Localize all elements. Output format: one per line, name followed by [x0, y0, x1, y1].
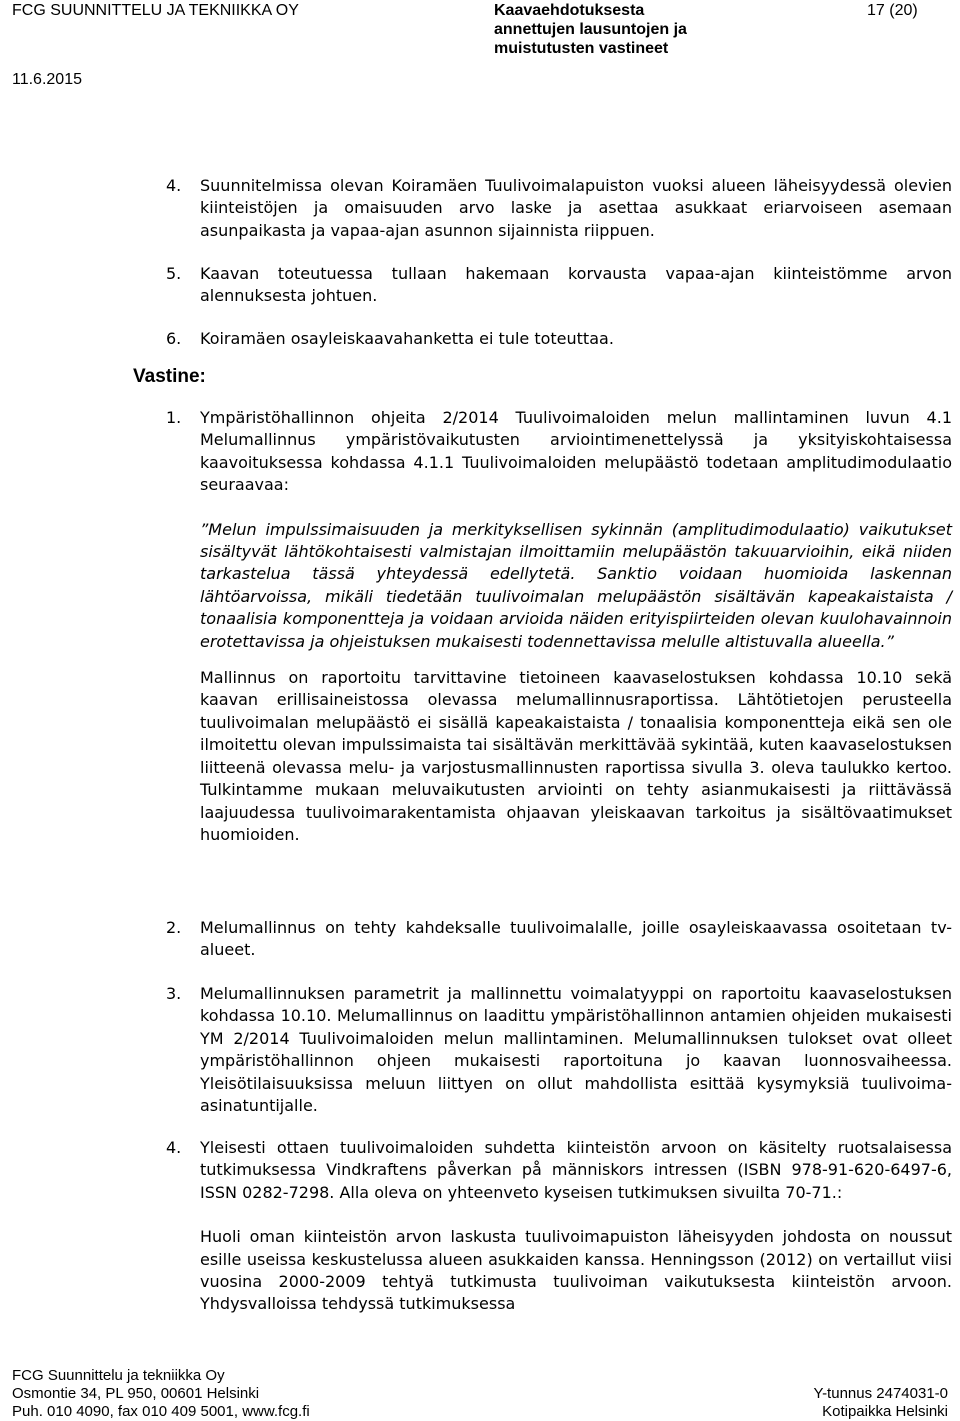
list-item-number: 3. — [166, 984, 182, 1003]
list-item-text — [200, 407, 952, 846]
footer-ytunnus: Y-tunnus 2474031-0 — [813, 1385, 948, 1402]
list-item-number: 4. — [166, 1138, 182, 1157]
document-date: 11.6.2015 — [12, 71, 82, 88]
vastine-item — [166, 983, 952, 1117]
list-item — [166, 328, 952, 350]
vastine-item — [166, 917, 952, 962]
list-item-number: 1. — [166, 408, 182, 427]
vastine-item — [166, 1137, 952, 1316]
footer-row — [12, 1384, 948, 1403]
list-item-text: Kaavan toteutuessa tullaan hakemaan korvausta vapaa-ajan kiinteistömme arvon alennuksesta johtuen. — [200, 264, 952, 306]
footer-kotipaikka: Kotipaikka Helsinki — [822, 1403, 948, 1420]
paragraph: Mallinnus on raportoitu tarvittavine tietoineen kaavaselostuksen kohdassa 10.10 sekä kaavan erillisaineistossa olevassa melumallinnusraportissa. Lähtötietojen perusteella tuulivoimalan melupäästö ei sisällä kapeakaistaista / tonaalisia komponentteja eikä sen ole ilmoitettu olevan impulssimaista tai sisältävän merkittävää sykintää, kuten kaavaselostuksen liitteenä olevassa melu- ja varjostusmallinnusten raportissa sivulla 3. oleva taulukko kertoo. Tulkintamme mukaan meluvaikutusten arviointi on tehty asianmukaisesti ja riittävässä laajuudessa tuulivoimarakentamista ohjaavan yleiskaavan tarkoitus ja sisältövaatimukset huomioiden. — [200, 668, 952, 844]
list-item-text: Melumallinnus on tehty kahdeksalle tuulivoimalalle, joille osayleiskaavassa osoitetaan tv-alueet. — [200, 918, 952, 960]
header-title — [494, 1, 687, 58]
paragraph: Huoli oman kiinteistön arvon laskusta tuulivoimapuiston läheisyyden johdosta on noussut esille useissa keskustelussa alueen asukkaiden kanssa. Henningsson (2012) on vertaillut viisi vuosina 2000-2009 tehtyä tutkimusta tuulivoiman vaikutuksesta kiinteistön arvoon. Yhdysvalloissa tehdyssä tutkimuksessa — [200, 1227, 952, 1314]
footer-company: FCG Suunnittelu ja tekniikka Oy — [12, 1367, 225, 1384]
footer-address: Osmontie 34, PL 950, 00601 Helsinki — [12, 1385, 260, 1402]
list-item-number: 6. — [166, 329, 182, 348]
page-number: 17 (20) — [867, 2, 918, 19]
list-item — [166, 263, 952, 308]
list-item-text: Melumallinnuksen parametrit ja mallinnettu voimalatyyppi on raportoitu kaavaselostuksen kohdassa 10.10. Melumallinnus on laadittu ympäristöhallinnon antamien ohjeiden mukaisesti YM 2/2014 Tuulivoimaloiden melun mallintaminen. Melumallinnuksen tulokset ovat olleet ympäristöhallinnon ohjeen mukaisesti raportoituna jo kaavan luonnosvaiheessa. Yleisötilaisuuksissa meluun liittyen on ollut mahdollista esittää kysymyksiä tuulivoima-asinatuntijalle. — [200, 984, 952, 1116]
header-title-line: muistutusten vastineet — [494, 40, 669, 57]
header-title-line: annettujen lausuntojen ja — [494, 21, 687, 38]
header-title-line: Kaavaehdotuksesta — [494, 2, 645, 19]
footer-row — [12, 1402, 948, 1421]
list-item-text: Suunnitelmissa olevan Koiramäen Tuulivoimalapuiston vuoksi alueen läheisyydessä olevien kiinteistöjen ja omaisuuden arvo laske ja asettaa asukkaat eriarvoiseen asemaan asunpaikasta ja vapaa-ajan asunnon sijainnista riippuen. — [200, 176, 952, 240]
quotation: ”Melun impulssimaisuuden ja merkityksellisen sykinnän (amplitudimodulaatio) vaikutukset sisältyvät lähtökohtaisesti valmistajan ilmoittamiin melupäästön takuuarvioihin, eikä niiden tarkastelua tässä yhteydessä edellytetä. Sanktio voidaan huomioida laskennan lähtöarvoissa, mikäli tiedetään tuulivoimalan melupäästön sisältävän kapeakaistaista / tonaalisia komponentteja ja voidaan arvioida näiden erityispiirteiden olevan kuulohavainnoin erotettavissa ja ohjeistuksen mukaisesti todennettavissa melulle altistuvalla alueella.” — [200, 519, 952, 651]
paragraph: Ympäristöhallinnon ohjeita 2/2014 Tuulivoimaloiden melun mallintaminen luvun 4.1 Melumallinnus ympäristövaikutusten arviointimenettelyssä ja yksityiskohtaisessa kaavoituksessa kohdassa 4.1.1 Tuulivoimaloiden melupäästö todetaan amplitudimodulaatio seuraavaa: — [200, 408, 952, 495]
list-item-text — [200, 1137, 952, 1316]
list-item — [166, 175, 952, 242]
list-item-number: 5. — [166, 264, 182, 283]
paragraph: Yleisesti ottaen tuulivoimaloiden suhdetta kiinteistön arvoon on käsitelty ruotsalaisessa tutkimuksessa Vindkraftens påverkan på människors intressen (ISBN 978-91-620-6497-6, ISSN 0282-7298. Alla oleva on yhteenveto kyseisen tutkimuksen sivuilta 70-71.: — [200, 1138, 952, 1202]
header-company: FCG SUUNNITTELU JA TEKNIIKKA OY — [12, 2, 299, 19]
footer-phone: Puh. 010 4090, fax 010 409 5001, www.fcg.fi — [12, 1403, 310, 1420]
list-item-number: 2. — [166, 918, 182, 937]
vastine-heading: Vastine: — [133, 366, 206, 387]
list-item-number: 4. — [166, 176, 182, 195]
list-item-text: Koiramäen osayleiskaavahanketta ei tule toteuttaa. — [200, 329, 614, 348]
vastine-item — [166, 407, 952, 846]
